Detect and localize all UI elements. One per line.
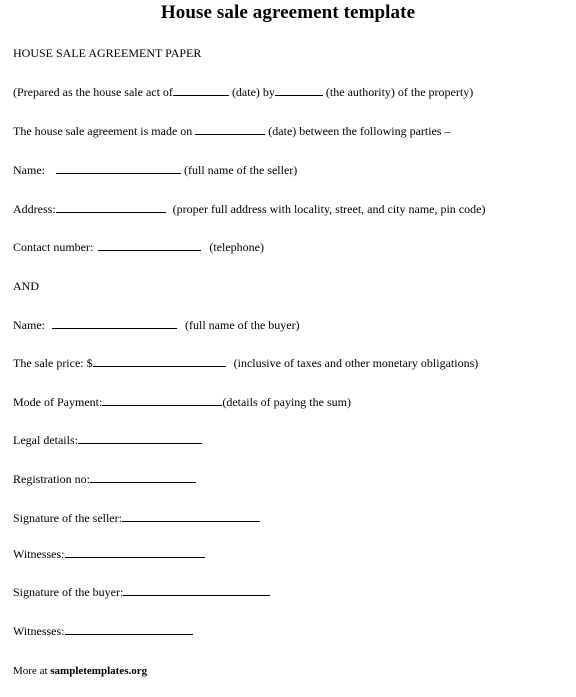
seller-signature-label: Signature of the seller: [13, 511, 122, 525]
agreement-date-line [13, 124, 451, 138]
address-line [13, 202, 485, 216]
registration-label: Registration no: [13, 472, 90, 486]
buyer-signature-label: Signature of the buyer: [13, 585, 124, 599]
seller-signature-line [13, 511, 260, 525]
sale-price-hint: (inclusive of taxes and other monetary obligations) [233, 356, 479, 370]
sale-price-line [13, 356, 478, 370]
legal-details-blank[interactable] [78, 433, 202, 444]
footer-site-link[interactable]: sampletemplates.org [50, 665, 148, 677]
seller-name-hint: (full name of the seller) [184, 163, 298, 177]
prepared-text-1: (Prepared as the house sale act of [13, 85, 173, 99]
payment-blank[interactable] [102, 395, 222, 406]
seller-name-label: Name: [13, 163, 45, 177]
sale-price-label: The sale price: $ [13, 356, 93, 370]
witnesses-blank-2[interactable] [65, 624, 193, 635]
sale-price-blank[interactable] [93, 356, 226, 367]
contact-label: Contact number: [13, 240, 94, 254]
legal-details-line [13, 433, 202, 447]
seller-name-blank[interactable] [56, 163, 181, 174]
address-hint: (proper full address with locality, street, and city name, pin code) [172, 202, 486, 216]
footer-prefix: More at [13, 665, 48, 677]
footer [13, 664, 147, 678]
contact-line [13, 240, 264, 254]
agreement-text-2: (date) between the following parties – [268, 124, 451, 138]
contact-blank[interactable] [98, 240, 201, 251]
buyer-name-label: Name: [13, 318, 45, 332]
address-label: Address: [13, 202, 56, 216]
prepared-text-2: (date) by [231, 85, 275, 99]
prepared-text-3: (the authority) of the property) [325, 85, 474, 99]
payment-hint: (details of paying the sum) [222, 395, 351, 409]
document-title: House sale agreement template [160, 2, 416, 23]
buyer-signature-line [13, 585, 270, 599]
contact-hint: (telephone) [209, 240, 264, 254]
and-separator: AND [13, 279, 39, 293]
registration-blank[interactable] [90, 472, 196, 483]
address-blank[interactable] [56, 202, 166, 213]
buyer-name-hint: (full name of the buyer) [185, 318, 300, 332]
buyer-name-line [13, 318, 300, 332]
witnesses-blank-1[interactable] [65, 547, 205, 558]
agreement-text-1: The house sale agreement is made on [13, 124, 193, 138]
prepared-line [13, 85, 473, 99]
authority-blank[interactable] [275, 85, 323, 96]
payment-label: Mode of Payment: [13, 395, 103, 409]
legal-details-label: Legal details: [13, 433, 78, 447]
witnesses-line-1 [13, 547, 205, 561]
registration-line [13, 472, 196, 486]
date-blank[interactable] [173, 85, 229, 96]
seller-name-line [13, 163, 297, 177]
agreement-date-blank[interactable] [195, 124, 265, 135]
buyer-name-blank[interactable] [52, 318, 177, 329]
witnesses-label-1: Witnesses: [13, 547, 65, 561]
witnesses-label-2: Witnesses: [13, 624, 65, 638]
agreement-heading: HOUSE SALE AGREEMENT PAPER [13, 46, 202, 60]
buyer-signature-blank[interactable] [123, 585, 270, 596]
payment-line [13, 395, 351, 409]
witnesses-line-2 [13, 624, 193, 638]
seller-signature-blank[interactable] [122, 511, 260, 522]
